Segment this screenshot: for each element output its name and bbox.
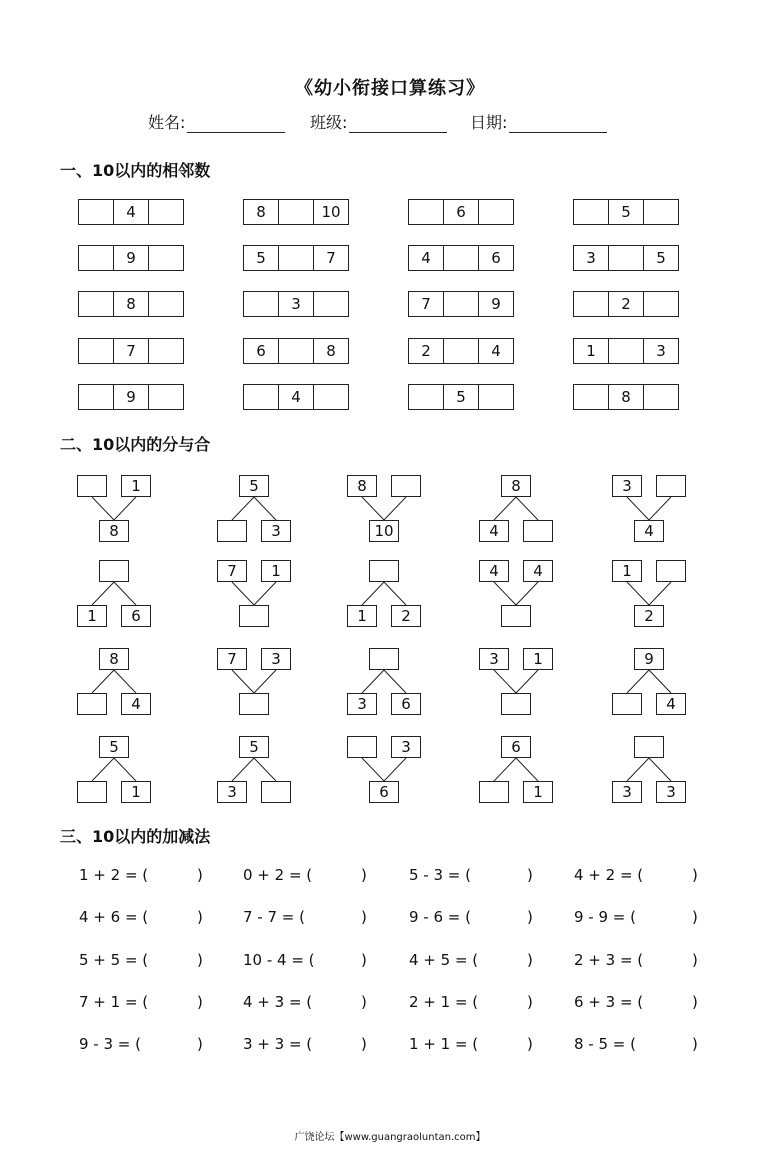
equation-text: 5 - 3 = ( <box>409 866 471 884</box>
given-number: 8 <box>99 520 129 542</box>
bond-line <box>516 497 538 520</box>
given-number: 9 <box>113 385 149 409</box>
given-number: 5 <box>656 249 666 267</box>
given-number: 4 <box>278 385 314 409</box>
bond-line <box>649 758 671 781</box>
neighbor-number-box <box>408 199 514 225</box>
answer-blank[interactable] <box>79 339 113 363</box>
answer-blank[interactable] <box>369 648 399 670</box>
bond-line <box>114 758 136 781</box>
given-number: 2 <box>391 605 421 627</box>
neighbor-number-box <box>78 199 184 225</box>
bond-line <box>362 758 384 781</box>
neighbor-number-box <box>573 384 679 410</box>
bond-line <box>254 670 276 693</box>
answer-blank[interactable] <box>315 951 359 969</box>
neighbor-number-box <box>243 338 349 364</box>
answer-blank[interactable] <box>443 339 479 363</box>
bond-line <box>362 582 384 605</box>
answer-blank[interactable] <box>77 781 107 803</box>
bond-line <box>362 497 384 520</box>
bond-line <box>114 582 136 605</box>
arithmetic-problem <box>243 993 367 1011</box>
neighbor-number-box <box>408 291 514 317</box>
given-number: 8 <box>99 648 129 670</box>
answer-blank[interactable] <box>644 385 678 409</box>
answer-blank[interactable] <box>634 736 664 758</box>
answer-blank[interactable] <box>315 1035 359 1053</box>
bond-line <box>114 670 136 693</box>
answer-blank[interactable] <box>646 866 690 884</box>
answer-blank[interactable] <box>149 200 183 224</box>
answer-blank[interactable] <box>151 1035 195 1053</box>
arithmetic-problem <box>243 1035 367 1053</box>
class-label: 班级: <box>310 113 348 132</box>
bond-line <box>254 758 276 781</box>
given-number: 5 <box>239 736 269 758</box>
equation-text: 5 + 5 = ( <box>79 951 149 969</box>
close-paren: ) <box>692 908 698 926</box>
answer-blank[interactable] <box>656 560 686 582</box>
given-number: 6 <box>369 781 399 803</box>
given-number: 4 <box>421 249 431 267</box>
equation-text: 9 - 6 = ( <box>409 908 471 926</box>
bond-line <box>516 582 538 605</box>
answer-blank[interactable] <box>79 292 113 316</box>
answer-blank[interactable] <box>574 200 608 224</box>
equation-text: 4 + 3 = ( <box>243 993 313 1011</box>
close-paren: ) <box>692 993 698 1011</box>
arithmetic-problem <box>409 993 533 1011</box>
bond-line <box>232 670 254 693</box>
equation-text: 0 + 2 = ( <box>243 866 313 884</box>
section-title-bonds: 二、10以内的分与合 <box>60 435 211 454</box>
given-number: 3 <box>347 693 377 715</box>
given-number: 7 <box>326 249 336 267</box>
answer-blank[interactable] <box>79 200 113 224</box>
answer-blank[interactable] <box>149 385 183 409</box>
given-number: 4 <box>121 693 151 715</box>
arithmetic-problem <box>409 908 533 926</box>
equation-text: 9 - 3 = ( <box>79 1035 141 1053</box>
equation-text: 10 - 4 = ( <box>243 951 315 969</box>
given-number: 3 <box>278 292 314 316</box>
bond-line <box>627 758 649 781</box>
given-number: 9 <box>113 246 149 270</box>
given-number: 8 <box>347 475 377 497</box>
close-paren: ) <box>692 866 698 884</box>
equation-text: 8 - 5 = ( <box>574 1035 636 1053</box>
arithmetic-problem <box>574 1035 698 1053</box>
given-number: 7 <box>421 295 431 313</box>
answer-blank[interactable] <box>278 246 314 270</box>
close-paren: ) <box>527 993 533 1011</box>
arithmetic-problem <box>409 1035 533 1053</box>
given-number: 1 <box>523 648 553 670</box>
bond-line <box>494 670 516 693</box>
answer-blank[interactable] <box>151 908 195 926</box>
given-number: 4 <box>479 520 509 542</box>
given-number: 7 <box>217 560 247 582</box>
arithmetic-problem <box>574 993 698 1011</box>
given-number: 4 <box>523 560 553 582</box>
arithmetic-problem <box>574 866 698 884</box>
close-paren: ) <box>361 993 367 1011</box>
given-number: 6 <box>121 605 151 627</box>
given-number: 9 <box>634 648 664 670</box>
arithmetic-problem <box>243 866 367 884</box>
answer-blank[interactable] <box>278 339 314 363</box>
given-number: 8 <box>113 292 149 316</box>
arithmetic-problem <box>79 993 203 1011</box>
answer-blank[interactable] <box>443 246 479 270</box>
given-number: 3 <box>391 736 421 758</box>
given-number: 6 <box>256 342 266 360</box>
neighbor-number-box <box>243 245 349 271</box>
bond-line <box>114 497 136 520</box>
equation-text: 4 + 5 = ( <box>409 951 479 969</box>
equation-text: 9 - 9 = ( <box>574 908 636 926</box>
equation-text: 6 + 3 = ( <box>574 993 644 1011</box>
answer-blank[interactable] <box>479 385 513 409</box>
neighbor-number-box <box>573 291 679 317</box>
close-paren: ) <box>527 951 533 969</box>
given-number: 1 <box>121 781 151 803</box>
bond-line <box>516 758 538 781</box>
close-paren: ) <box>197 1035 203 1053</box>
neighbor-number-box <box>573 199 679 225</box>
given-number: 4 <box>656 693 686 715</box>
neighbor-number-box <box>78 245 184 271</box>
bond-line <box>494 497 516 520</box>
answer-blank[interactable] <box>646 1035 690 1053</box>
given-number: 8 <box>501 475 531 497</box>
answer-blank[interactable] <box>479 200 513 224</box>
close-paren: ) <box>197 951 203 969</box>
close-paren: ) <box>527 1035 533 1053</box>
given-number: 3 <box>261 520 291 542</box>
answer-blank[interactable] <box>149 339 183 363</box>
neighbor-number-box <box>78 384 184 410</box>
bond-line <box>494 582 516 605</box>
equation-text: 7 - 7 = ( <box>243 908 305 926</box>
bond-line <box>649 497 671 520</box>
equation-text: 4 + 2 = ( <box>574 866 644 884</box>
bond-line <box>362 670 384 693</box>
bond-line <box>92 758 114 781</box>
section-title-neighbors: 一、10以内的相邻数 <box>60 161 211 180</box>
given-number: 6 <box>391 693 421 715</box>
given-number: 10 <box>321 203 341 221</box>
answer-blank[interactable] <box>315 908 359 926</box>
answer-blank[interactable] <box>391 475 421 497</box>
given-number: 6 <box>491 249 501 267</box>
given-number: 7 <box>217 648 247 670</box>
given-number: 4 <box>491 342 501 360</box>
given-number: 3 <box>612 781 642 803</box>
equation-text: 1 + 2 = ( <box>79 866 149 884</box>
given-number: 8 <box>326 342 336 360</box>
answer-blank[interactable] <box>656 475 686 497</box>
neighbor-number-box <box>243 384 349 410</box>
given-number: 2 <box>608 292 644 316</box>
given-number: 7 <box>113 339 149 363</box>
bond-line <box>627 582 649 605</box>
neighbor-number-box <box>408 384 514 410</box>
bond-line <box>92 670 114 693</box>
equation-text: 1 + 1 = ( <box>409 1035 479 1053</box>
answer-blank[interactable] <box>261 781 291 803</box>
answer-blank[interactable] <box>501 605 531 627</box>
bond-line <box>384 582 406 605</box>
answer-blank[interactable] <box>149 246 183 270</box>
bond-line <box>232 497 254 520</box>
given-number: 1 <box>586 342 596 360</box>
given-number: 5 <box>99 736 129 758</box>
answer-blank[interactable] <box>409 200 443 224</box>
answer-blank[interactable] <box>646 908 690 926</box>
bond-line <box>92 497 114 520</box>
answer-blank[interactable] <box>217 520 247 542</box>
answer-blank[interactable] <box>369 560 399 582</box>
equation-text: 7 + 1 = ( <box>79 993 149 1011</box>
neighbor-number-box <box>243 199 349 225</box>
arithmetic-problem <box>409 866 533 884</box>
arithmetic-problem <box>79 908 203 926</box>
answer-blank[interactable] <box>443 292 479 316</box>
given-number: 8 <box>608 385 644 409</box>
given-number: 4 <box>479 560 509 582</box>
close-paren: ) <box>361 951 367 969</box>
answer-blank[interactable] <box>646 951 690 969</box>
footer-credit: 广饶论坛【www.guangraoluntan.com】 <box>294 1132 486 1143</box>
answer-blank[interactable] <box>315 866 359 884</box>
given-number: 3 <box>656 342 666 360</box>
answer-blank[interactable] <box>608 339 644 363</box>
answer-blank[interactable] <box>409 385 443 409</box>
bond-line <box>232 758 254 781</box>
close-paren: ) <box>692 1035 698 1053</box>
given-number: 1 <box>523 781 553 803</box>
answer-blank[interactable] <box>99 560 129 582</box>
answer-blank[interactable] <box>574 385 608 409</box>
arithmetic-problem <box>243 908 367 926</box>
given-number: 5 <box>443 385 479 409</box>
equation-text: 4 + 6 = ( <box>79 908 149 926</box>
close-paren: ) <box>361 866 367 884</box>
answer-blank[interactable] <box>151 951 195 969</box>
close-paren: ) <box>197 908 203 926</box>
given-number: 5 <box>608 200 644 224</box>
given-number: 2 <box>421 342 431 360</box>
given-number: 3 <box>656 781 686 803</box>
answer-blank[interactable] <box>612 693 642 715</box>
given-number: 1 <box>121 475 151 497</box>
equation-text: 2 + 1 = ( <box>409 993 479 1011</box>
answer-blank[interactable] <box>479 781 509 803</box>
answer-blank[interactable] <box>244 385 278 409</box>
bond-line <box>516 670 538 693</box>
answer-blank[interactable] <box>644 200 678 224</box>
name-label: 姓名: <box>148 113 186 132</box>
given-number: 3 <box>479 648 509 670</box>
bond-line <box>627 497 649 520</box>
answer-blank[interactable] <box>239 693 269 715</box>
bond-line <box>627 670 649 693</box>
given-number: 3 <box>612 475 642 497</box>
given-number: 5 <box>256 249 266 267</box>
given-number: 5 <box>239 475 269 497</box>
page-title: 《幼小衔接口算练习》 <box>295 78 485 99</box>
answer-blank[interactable] <box>314 385 348 409</box>
close-paren: ) <box>361 1035 367 1053</box>
arithmetic-problem <box>243 951 367 969</box>
given-number: 10 <box>369 520 399 542</box>
bond-line <box>384 758 406 781</box>
given-number: 9 <box>491 295 501 313</box>
close-paren: ) <box>692 951 698 969</box>
equation-text: 3 + 3 = ( <box>243 1035 313 1053</box>
answer-blank[interactable] <box>523 520 553 542</box>
given-number: 4 <box>634 520 664 542</box>
arithmetic-problem <box>79 866 203 884</box>
close-paren: ) <box>197 866 203 884</box>
answer-blank[interactable] <box>347 736 377 758</box>
neighbor-number-box <box>408 245 514 271</box>
close-paren: ) <box>527 908 533 926</box>
answer-blank[interactable] <box>501 693 531 715</box>
date-label: 日期: <box>470 113 508 132</box>
neighbor-number-box <box>243 291 349 317</box>
answer-blank[interactable] <box>77 475 107 497</box>
bond-line <box>649 670 671 693</box>
bond-line <box>494 758 516 781</box>
arithmetic-problem <box>574 908 698 926</box>
given-number: 3 <box>261 648 291 670</box>
answer-blank[interactable] <box>149 292 183 316</box>
arithmetic-problem <box>79 951 203 969</box>
bond-line <box>232 582 254 605</box>
answer-blank[interactable] <box>644 292 678 316</box>
answer-blank[interactable] <box>315 993 359 1011</box>
close-paren: ) <box>527 866 533 884</box>
answer-blank[interactable] <box>239 605 269 627</box>
answer-blank[interactable] <box>481 866 525 884</box>
equation-text: 2 + 3 = ( <box>574 951 644 969</box>
given-number: 1 <box>612 560 642 582</box>
neighbor-number-box <box>573 338 679 364</box>
answer-blank[interactable] <box>278 200 314 224</box>
arithmetic-problem <box>409 951 533 969</box>
neighbor-number-box <box>408 338 514 364</box>
section-title-arith: 三、10以内的加减法 <box>60 827 211 846</box>
bond-line <box>649 582 671 605</box>
given-number: 1 <box>347 605 377 627</box>
answer-blank[interactable] <box>151 993 195 1011</box>
given-number: 6 <box>501 736 531 758</box>
bond-line <box>384 670 406 693</box>
bond-line <box>254 582 276 605</box>
answer-blank[interactable] <box>646 993 690 1011</box>
given-number: 3 <box>586 249 596 267</box>
answer-blank[interactable] <box>244 292 278 316</box>
arithmetic-problem <box>79 1035 203 1053</box>
given-number: 6 <box>443 200 479 224</box>
neighbor-number-box <box>573 245 679 271</box>
close-paren: ) <box>361 908 367 926</box>
answer-blank[interactable] <box>574 292 608 316</box>
bond-line <box>254 497 276 520</box>
given-number: 3 <box>217 781 247 803</box>
answer-blank[interactable] <box>481 951 525 969</box>
answer-blank[interactable] <box>77 693 107 715</box>
neighbor-number-box <box>78 338 184 364</box>
answer-blank[interactable] <box>481 993 525 1011</box>
answer-blank[interactable] <box>79 385 113 409</box>
arithmetic-problem <box>574 951 698 969</box>
given-number: 1 <box>261 560 291 582</box>
bond-line <box>92 582 114 605</box>
answer-blank[interactable] <box>314 292 348 316</box>
answer-blank[interactable] <box>481 908 525 926</box>
given-number: 8 <box>256 203 266 221</box>
given-number: 2 <box>634 605 664 627</box>
given-number: 1 <box>77 605 107 627</box>
close-paren: ) <box>197 993 203 1011</box>
neighbor-number-box <box>78 291 184 317</box>
given-number: 4 <box>113 200 149 224</box>
answer-blank[interactable] <box>481 1035 525 1053</box>
answer-blank[interactable] <box>79 246 113 270</box>
answer-blank[interactable] <box>151 866 195 884</box>
answer-blank[interactable] <box>608 246 644 270</box>
bond-line <box>384 497 406 520</box>
